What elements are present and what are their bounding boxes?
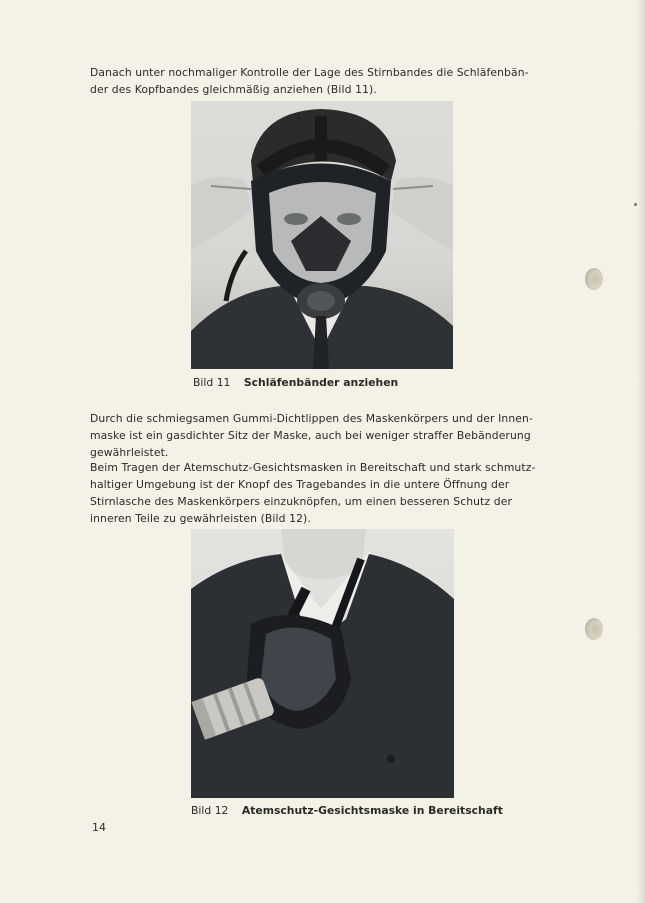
figure-caption: [193, 376, 398, 389]
photo-mask-carried-in-standby: [191, 529, 454, 798]
paragraph-tighten-temple-straps: [90, 64, 558, 98]
binder-punch-hole: [585, 268, 603, 290]
paragraph-standby-wearing: [90, 459, 558, 527]
text-line: maske ist ein gasdichter Sitz der Maske, auch bei weniger straffer Bebänderung: [90, 429, 531, 442]
text-line: inneren Teile zu gewährleisten (Bild 12).: [90, 512, 311, 525]
text-line: der des Kopfbandes gleichmäßig anziehen (Bild 11).: [90, 83, 377, 96]
figure-title: Schläfenbänder anziehen: [243, 376, 399, 389]
figure-number: Bild 11: [193, 376, 231, 389]
text-line: Durch die schmiegsamen Gummi-Dichtlippen des Maskenkörpers und der Innen-: [90, 412, 533, 425]
paragraph-gastight-seal: [90, 410, 558, 461]
binder-punch-hole: [585, 618, 603, 640]
text-line: Stirnlasche des Maskenkörpers einzuknöpfen, um einen besseren Schutz der: [90, 495, 512, 508]
text-line: gewährleistet.: [90, 446, 169, 459]
text-line: haltiger Umgebung ist der Knopf des Tragebandes in die untere Öffnung der: [90, 478, 510, 491]
figure-title: Atemschutz-Gesichtsmaske in Bereitschaft: [241, 804, 503, 817]
text-line: Beim Tragen der Atemschutz-Gesichtsmasken in Bereitschaft und stark schmutz-: [90, 461, 536, 474]
page-number: 14: [92, 821, 106, 834]
paper-edge-shadow: [637, 0, 645, 903]
text-line: Danach unter nochmaliger Kontrolle der Lage des Stirnbandes die Schläfenbän-: [90, 66, 529, 79]
photo-person-tightening-gas-mask-straps: [191, 101, 453, 369]
figure-number: Bild 12: [191, 804, 229, 817]
figure-caption: [191, 804, 503, 817]
